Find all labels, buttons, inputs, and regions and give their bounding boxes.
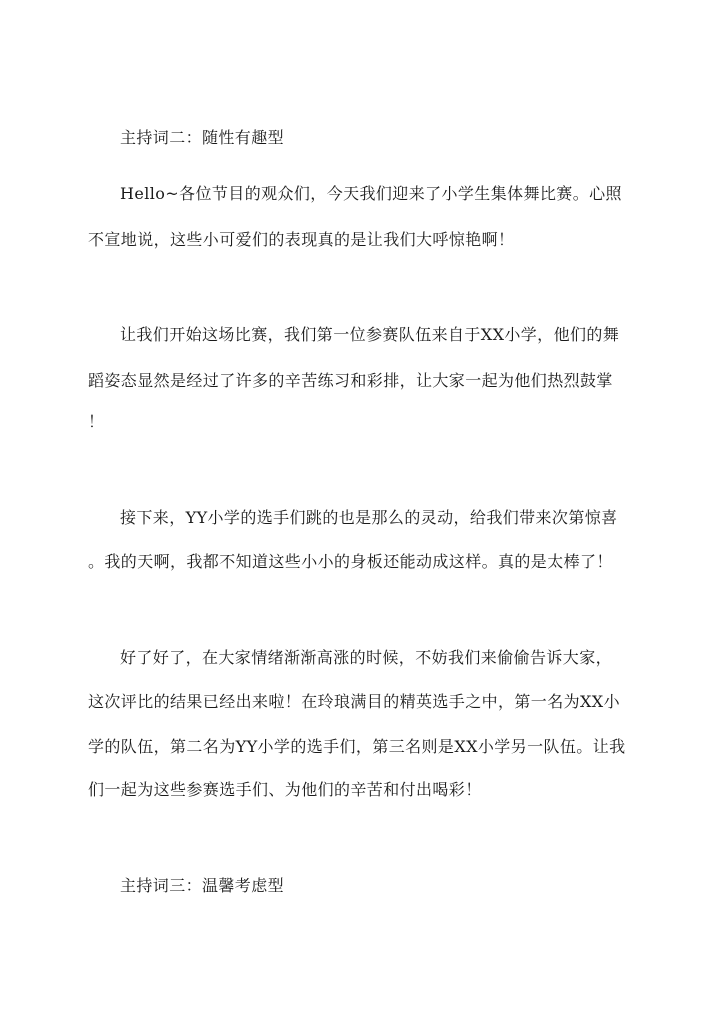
paragraph-3-line-1: 接下来，YY小学的选手们跳的也是那么的灵动，给我们带来次第惊喜 [120,508,618,527]
paragraph-4-line-2: 这次评比的结果已经出来啦！在玲琅满目的精英选手之中，第一名为XX小 [88,692,620,711]
paragraph-2-line-1: 让我们开始这场比赛，我们第一位参赛队伍来自于XX小学，他们的舞 [120,325,620,344]
section-heading-3: 主持词三：温馨考虑型 [120,876,285,895]
paragraph-4-line-3: 学的队伍，第二名为YY小学的选手们，第三名则是XX小学另一队伍。让我 [88,737,626,756]
paragraph-2-line-2: 蹈姿态显然是经过了许多的辛苦练习和彩排，让大家一起为他们热烈鼓掌 [88,371,613,390]
paragraph-1-line-2: 不宣地说，这些小可爱们的表现真的是让我们大呼惊艳啊！ [88,230,515,249]
paragraph-4-line-4: 们一起为这些参赛选手们、为他们的辛苦和付出喝彩！ [88,780,482,799]
paragraph-2-line-3: ！ [88,412,105,431]
paragraph-1-line-1: Hello~各位节目的观众们，今天我们迎来了小学生集体舞比赛。心照 [120,184,622,203]
paragraph-4-line-1: 好了好了，在大家情绪渐渐高涨的时候，不妨我们来偷偷告诉大家， [120,648,613,667]
paragraph-3-line-2: 。我的天啊，我都不知道这些小小的身板还能动成这样。真的是太棒了！ [88,552,613,571]
section-heading-2: 主持词二：随性有趣型 [120,128,285,147]
